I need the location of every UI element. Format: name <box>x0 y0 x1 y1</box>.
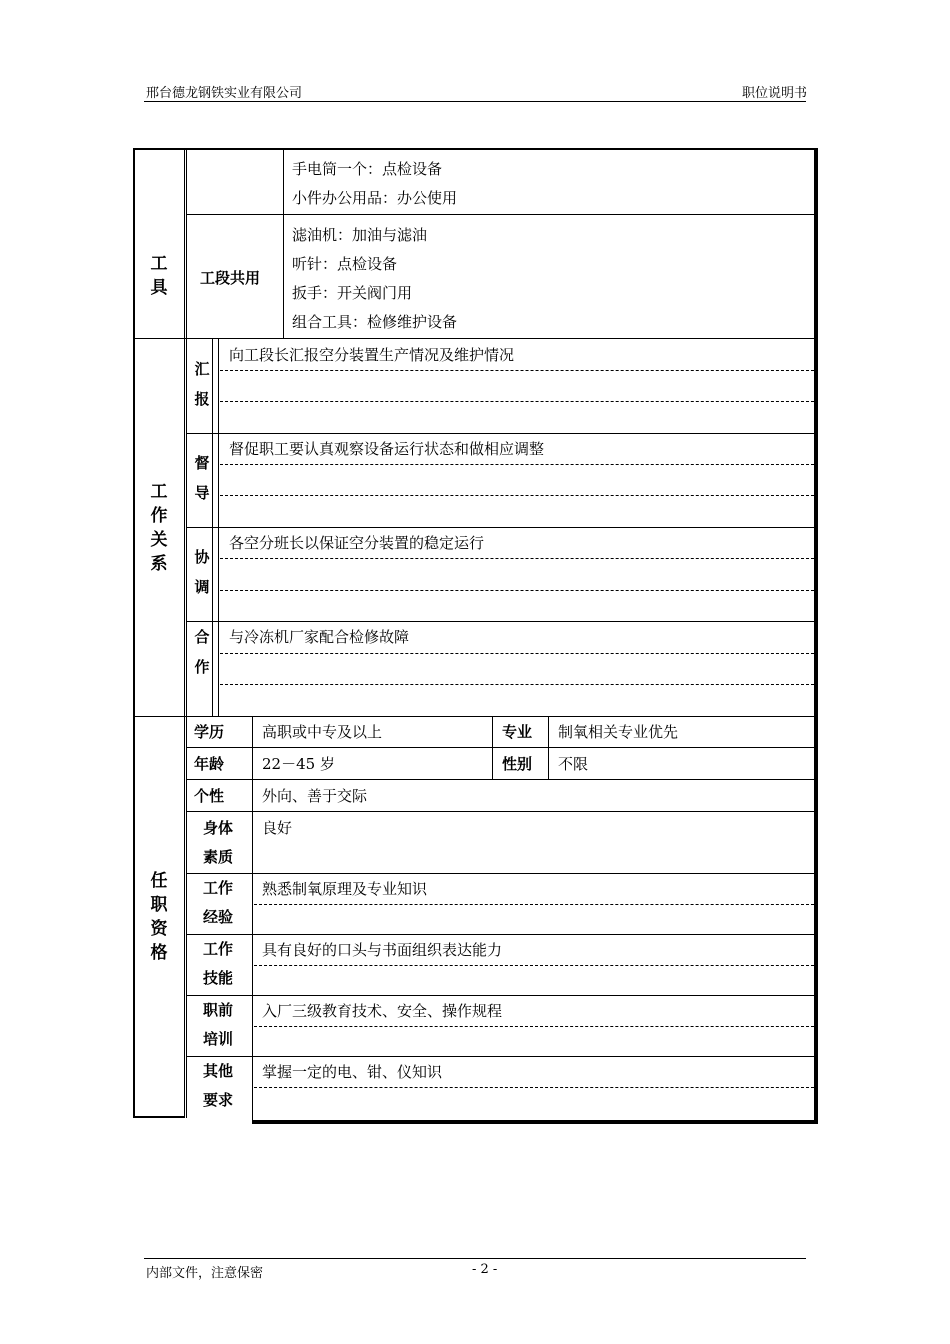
body-condition-value: 良好 <box>262 819 293 837</box>
work-experience-label <box>203 874 233 932</box>
work-relations-label-char: 作 <box>150 506 168 526</box>
table-border-right <box>814 148 818 1124</box>
qualifications-label-char: 资 <box>150 919 168 939</box>
qualifications-label-char: 任 <box>150 871 168 891</box>
relation-label-coordinate <box>192 542 212 602</box>
relation-label-cooperate <box>192 622 212 682</box>
personality-value: 外向、善于交际 <box>262 787 368 805</box>
gender-value: 不限 <box>558 755 589 773</box>
qual-label-line: 技能 <box>203 969 234 987</box>
tool-item: 扳手：开关阀门用 <box>292 284 413 302</box>
gender-label: 性别 <box>502 755 533 773</box>
relation-label-char: 作 <box>194 658 210 676</box>
footer-rule <box>144 1258 806 1259</box>
education-label: 学历 <box>194 723 225 741</box>
qualifications-section-label <box>148 869 170 965</box>
work-relations-section-label <box>148 480 170 576</box>
major-label: 专业 <box>502 723 533 741</box>
qual-label-line: 要求 <box>203 1091 234 1109</box>
pre-job-training-value: 入厂三级教育技术、安全、操作规程 <box>262 1002 503 1020</box>
qualifications-label-char: 职 <box>150 895 168 915</box>
table-border-left <box>133 148 135 1118</box>
relation-label-char: 协 <box>194 548 210 566</box>
personality-label: 个性 <box>194 787 225 805</box>
header-doc-type: 职位说明书 <box>741 86 807 101</box>
qual-label-line: 培训 <box>203 1030 234 1048</box>
qualifications-label-char: 格 <box>150 943 168 963</box>
tools-label-char: 工 <box>150 254 168 274</box>
other-requirements-label <box>203 1057 233 1115</box>
qual-label-line: 职前 <box>203 1001 234 1019</box>
qual-label-line: 工作 <box>203 879 234 897</box>
other-requirements-value: 掌握一定的电、钳、仪知识 <box>262 1063 443 1081</box>
qual-label-line: 工作 <box>203 940 234 958</box>
major-value: 制氧相关专业优先 <box>558 723 679 741</box>
work-skills-label <box>203 935 233 993</box>
relation-label-char: 合 <box>194 628 210 646</box>
pre-job-training-label <box>203 996 233 1054</box>
table-border-top <box>133 148 818 150</box>
work-relations-label-char: 工 <box>150 482 168 502</box>
age-value: 22－45 岁 <box>262 755 335 773</box>
header-company: 邢台德龙钢铁实业有限公司 <box>146 86 303 101</box>
tool-item: 滤油机：加油与滤油 <box>292 226 428 244</box>
relation-label-report <box>192 354 212 414</box>
work-relations-label-char: 系 <box>150 554 168 574</box>
work-skills-value: 具有良好的口头与书面组织表达能力 <box>262 941 503 959</box>
relation-label-char: 调 <box>194 578 210 596</box>
work-relations-label-char: 关 <box>150 530 168 550</box>
qual-label-line: 素质 <box>203 848 234 866</box>
tool-item: 听针：点检设备 <box>292 255 398 273</box>
tools-label-char: 具 <box>150 278 168 298</box>
qual-label-line: 经验 <box>203 908 234 926</box>
relation-label-char: 导 <box>194 484 210 502</box>
footer-note: 内部文件，注意保密 <box>146 1266 264 1281</box>
qual-label-line: 其他 <box>203 1062 234 1080</box>
relation-label-supervise <box>192 448 212 508</box>
relation-text-coordinate: 各空分班长以保证空分装置的稳定运行 <box>229 534 485 552</box>
tools-section-label <box>148 252 170 300</box>
table-border-bottom-right <box>252 1120 818 1124</box>
table-border-bottom <box>133 1116 185 1118</box>
relation-label-char: 报 <box>194 390 210 408</box>
page-number: - 2 - <box>472 1262 498 1277</box>
header-rule <box>144 101 806 102</box>
tool-item: 组合工具：检修维护设备 <box>292 313 458 331</box>
tools-shared-label: 工段共用 <box>200 269 261 287</box>
body-condition-label <box>203 814 233 872</box>
education-value: 高职或中专及以上 <box>262 723 383 741</box>
relation-label-char: 汇 <box>194 360 210 378</box>
tool-item: 手电筒一个：点检设备 <box>292 160 443 178</box>
qual-label-line: 身体 <box>203 819 234 837</box>
relation-text-cooperate: 与冷冻机厂家配合检修故障 <box>229 628 410 646</box>
age-label: 年龄 <box>194 755 225 773</box>
relation-text-report: 向工段长汇报空分装置生产情况及维护情况 <box>229 346 515 364</box>
work-experience-value: 熟悉制氧原理及专业知识 <box>262 880 428 898</box>
relation-label-char: 督 <box>194 454 210 472</box>
tool-item: 小件办公用品：办公使用 <box>292 189 458 207</box>
relation-text-supervise: 督促职工要认真观察设备运行状态和做相应调整 <box>229 440 545 458</box>
